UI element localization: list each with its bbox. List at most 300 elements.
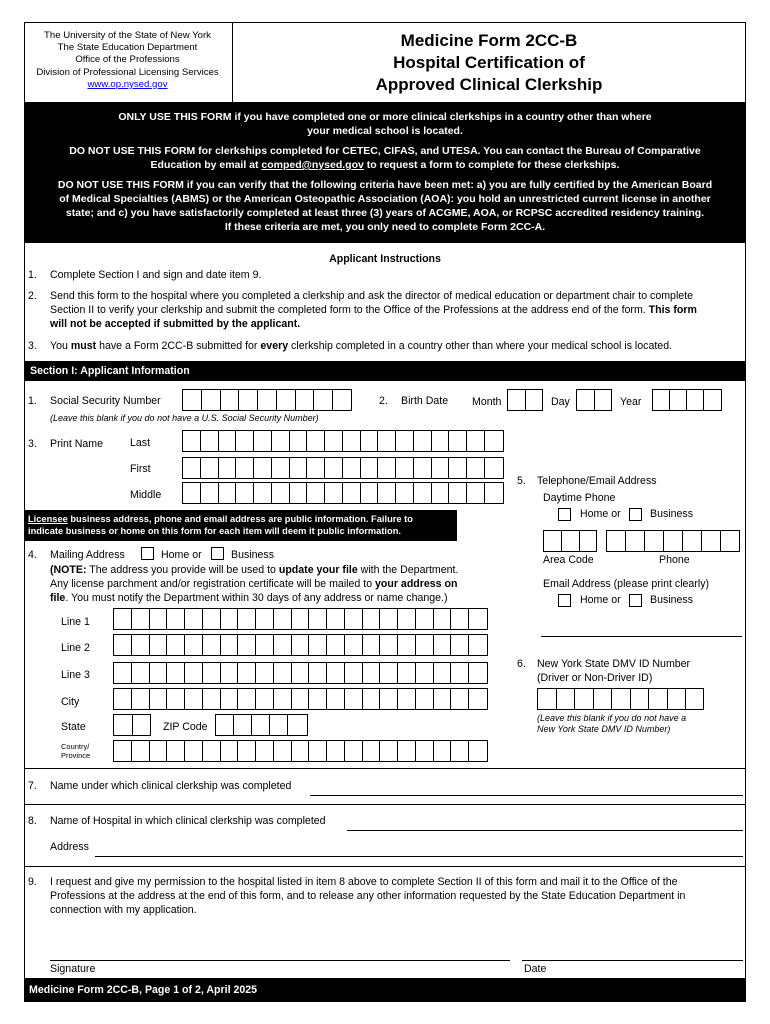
text: business address, phone and email address are public information. Failure to [67,514,413,524]
text: You [50,340,71,352]
last-name-input[interactable] [182,430,504,452]
char-cell [150,609,168,629]
text: must [70,340,97,352]
char-cell [272,431,290,451]
char-cell [414,431,432,451]
usage-banner [24,102,746,243]
signature-input[interactable] [50,960,510,961]
char-cell [327,635,345,655]
char-cell [292,689,310,709]
char-cell [114,635,132,655]
char-cell [219,483,237,503]
state-label: State [61,721,86,733]
text: your address on [375,578,458,590]
char-cell [150,741,168,761]
char-cell [236,483,254,503]
text: Education by email at [150,159,262,171]
char-cell [396,431,414,451]
char-cell [398,741,416,761]
char-cell [236,458,254,478]
char-cell [451,663,469,683]
title-line: Hospital Certification of [393,53,585,72]
text: The address you provide will be used to [86,564,279,576]
address-line2-input[interactable] [113,634,488,656]
text: . You must notify the Department within 30 days of any address or name change.) [65,592,448,604]
char-cell [167,663,185,683]
char-cell [398,689,416,709]
zip-input[interactable] [215,714,308,736]
text: update your file [278,564,358,576]
char-cell [380,663,398,683]
char-cell [451,635,469,655]
text: clerkship completed in a country other than where your medical school is located. [288,340,673,352]
char-cell [432,431,450,451]
first-name-input[interactable] [182,457,504,479]
comped-email-link[interactable]: comped@nysed.gov [261,159,364,171]
char-cell [201,431,219,451]
text: have a Form 2CC-B submitted for [96,340,261,352]
text: Section II to verify your clerkship and submit the completed form to the Office of the Professions at the address end of the form. [50,304,649,316]
char-cell [432,483,450,503]
char-cell [434,741,452,761]
item-number: 3. [28,438,37,450]
org-line: Office of the Professions [75,54,180,66]
char-cell [345,689,363,709]
item-number: 2. [28,290,37,302]
item-number: 3. [28,340,37,352]
char-cell [274,663,292,683]
char-cell [274,689,292,709]
char-cell [414,483,432,503]
text: Province [61,751,91,760]
char-cell [292,663,310,683]
text: New York State DMV ID Number [537,658,691,670]
char-cell [292,609,310,629]
ssn-note: (Leave this blank if you do not have a U.S. Social Security Number) [50,413,319,423]
char-cell [167,741,185,761]
char-cell [398,609,416,629]
char-cell [221,663,239,683]
char-cell [434,609,452,629]
mail-business-checkbox[interactable] [211,547,224,560]
char-cell [380,689,398,709]
birth-date-label: Birth Date [401,395,449,407]
char-cell [219,458,237,478]
char-cell [203,635,221,655]
char-cell [238,609,256,629]
char-cell [238,663,256,683]
char-cell [343,458,361,478]
char-cell [132,741,150,761]
instruction-2 [50,289,697,331]
char-cell [309,689,327,709]
char-cell [290,431,308,451]
clerkship-name-input[interactable] [310,795,743,796]
state-input[interactable] [113,714,151,736]
char-cell [219,431,237,451]
char-cell [132,635,150,655]
char-cell [469,663,487,683]
char-cell [203,741,221,761]
text: every [260,340,289,352]
char-cell [363,609,381,629]
home-or-label: Home or [161,549,202,561]
char-cell [363,741,381,761]
char-cell [363,663,381,683]
date-input[interactable] [522,960,743,961]
char-cell [361,483,379,503]
char-cell [272,458,290,478]
first-name-label: First [130,463,151,475]
print-name-label: Print Name [50,438,103,450]
address-line3-input[interactable] [113,662,488,684]
phone-business-checkbox[interactable] [629,508,642,521]
line1-label: Line 1 [61,616,90,628]
year-label: Year [620,396,642,408]
item-number: 1. [28,395,37,407]
char-cell [183,431,201,451]
char-cell [451,609,469,629]
month-label: Month [472,396,502,408]
char-cell [185,741,203,761]
text: If these criteria are met, you only need to complete Form 2CC-A. [224,221,546,233]
char-cell [221,741,239,761]
text: Send this form to the hospital where you completed a clerkship and ask the director of medical education or department chair to complete [50,290,694,302]
char-cell [256,663,274,683]
char-cell [221,689,239,709]
line3-label: Line 3 [61,669,90,681]
email-home-checkbox[interactable] [558,594,571,607]
char-cell [469,689,487,709]
text: I request and give my permission to the hospital listed in item 8 above to complete Section II of this form and mail it to the Office of the [50,876,678,888]
char-cell [434,663,452,683]
text: This form [648,304,697,316]
char-cell [327,609,345,629]
char-cell [201,483,219,503]
char-cell [292,741,310,761]
char-cell [343,431,361,451]
char-cell [307,483,325,503]
char-cell [398,635,416,655]
org-line: The University of the State of New York [44,30,211,41]
char-cell [132,689,150,709]
char-cell [167,635,185,655]
divider [24,866,746,867]
char-cell [238,741,256,761]
char-cell [183,483,201,503]
char-cell [378,483,396,503]
form-title [232,30,746,96]
char-cell [325,458,343,478]
hospital-name-input[interactable] [347,830,743,831]
instruction-3 [50,339,672,353]
email-business-checkbox[interactable] [629,594,642,607]
email-label: Email Address (please print clearly) [543,578,710,590]
char-cell [290,483,308,503]
char-cell [327,663,345,683]
char-cell [309,609,327,629]
item-number: 7. [28,780,37,792]
item-number: 9. [28,876,37,888]
char-cell [201,458,219,478]
char-cell [361,431,379,451]
char-cell [274,741,292,761]
char-cell [150,689,168,709]
char-cell [309,663,327,683]
public-info-notice [24,510,457,541]
char-cell [416,689,434,709]
q9-text [50,875,685,917]
char-cell [345,609,363,629]
text: with the Department. [357,564,459,576]
char-cell [203,663,221,683]
text: your medical school is located. [307,125,463,137]
item-number: 1. [28,269,37,281]
char-cell [132,609,150,629]
char-cell [378,431,396,451]
char-cell [256,635,274,655]
section1-title: Section I: Applicant Information [24,361,746,381]
country-label [61,742,90,760]
address-line1-input[interactable] [113,608,488,630]
home-or-label: Home or [580,594,621,606]
char-cell [307,458,325,478]
char-cell [396,458,414,478]
char-cell [256,689,274,709]
char-cell [150,663,168,683]
char-cell [290,458,308,478]
char-cell [416,635,434,655]
char-cell [380,635,398,655]
text: connection with my application. [50,904,197,916]
char-cell [380,741,398,761]
char-cell [274,609,292,629]
header-org [25,30,230,91]
char-cell [114,609,132,629]
char-cell [238,635,256,655]
item-number: 5. [517,475,526,487]
phone-label: Phone [659,554,690,566]
char-cell [485,431,503,451]
char-cell [254,458,272,478]
text: will not be accepted if submitted by the applicant. [50,318,301,330]
text: Licensee [28,514,68,524]
page-footer: Medicine Form 2CC-B, Page 1 of 2, April 2025 [24,978,746,1002]
month-input[interactable] [507,389,543,411]
char-cell [325,431,343,451]
char-cell [343,483,361,503]
text: ONLY USE THIS FORM if you have completed one or more clinical clerkships in a country other than where [118,111,652,123]
char-cell [309,635,327,655]
char-cell [185,689,203,709]
char-cell [345,635,363,655]
char-cell [416,663,434,683]
char-cell [114,689,132,709]
char-cell [203,609,221,629]
org-line: The State Education Department [57,42,198,54]
divider [24,804,746,805]
char-cell [185,635,203,655]
char-cell [256,609,274,629]
country-input[interactable] [113,740,488,762]
char-cell [203,689,221,709]
city-label: City [61,696,80,708]
title-line: Approved Clinical Clerkship [375,75,603,94]
char-cell [485,458,503,478]
char-cell [132,663,150,683]
char-cell [325,483,343,503]
instruction-1: Complete Section I and sign and date item 9. [50,269,262,281]
only-use-text [24,110,746,138]
char-cell [256,741,274,761]
char-cell [432,458,450,478]
char-cell [416,609,434,629]
last-name-label: Last [130,437,151,449]
char-cell [327,741,345,761]
phone-input[interactable] [606,530,740,552]
char-cell [167,609,185,629]
char-cell [467,483,485,503]
char-cell [238,689,256,709]
divider [24,768,746,769]
item-number: 4. [28,549,37,561]
hospital-address-input[interactable] [95,856,743,857]
char-cell [467,458,485,478]
text: indicate business or home on this form for each item will deem it public information. [28,526,401,536]
char-cell [272,483,290,503]
daytime-phone-label: Daytime Phone [543,492,616,504]
char-cell [469,635,487,655]
char-cell [183,458,201,478]
text: Any license parchment and/or registration certificate will be mailed to [50,578,376,590]
item-number: 2. [379,395,388,407]
char-cell [361,458,379,478]
text: DO NOT USE THIS FORM for clerkships completed for CETEC, CIFAS, and UTESA. You can contact the Bureau of Comparative [69,145,701,157]
char-cell [185,609,203,629]
text: DO NOT USE THIS FORM if you can verify that the following criteria have been met: a) you are fully certified by the American Board [57,179,713,191]
home-or-label: Home or [580,508,621,520]
char-cell [363,689,381,709]
char-cell [185,663,203,683]
char-cell [451,741,469,761]
char-cell [378,458,396,478]
hospital-address-label: Address [50,841,89,853]
char-cell [396,483,414,503]
text: (Leave this blank if you do not have a [537,713,687,723]
dmv-note [537,713,686,735]
char-cell [327,689,345,709]
char-cell [292,635,310,655]
char-cell [416,741,434,761]
middle-name-input[interactable] [182,482,504,504]
dmv-label [537,657,690,685]
text: state; and c) you have satisfactorily completed at least three (3) years of ACGME, AOA, or RCPSC accredited residency training. [65,207,705,219]
char-cell [167,689,185,709]
char-cell [434,689,452,709]
date-label: Date [524,963,547,975]
char-cell [114,663,132,683]
day-input[interactable] [576,389,612,411]
business-label: Business [650,594,693,606]
char-cell [254,431,272,451]
char-cell [485,483,503,503]
year-input[interactable] [652,389,722,411]
title-line: Medicine Form 2CC-B [400,31,578,50]
text: (NOTE: [50,564,87,576]
char-cell [449,483,467,503]
criteria-text [24,178,746,234]
text: file [50,592,66,604]
ssn-label: Social Security Number [50,395,161,407]
website-link[interactable]: www.op.nysed.gov [87,78,168,90]
char-cell [254,483,272,503]
middle-name-label: Middle [130,489,162,501]
char-cell [274,635,292,655]
char-cell [398,663,416,683]
text: Professions at the address at the end of this form, and to release any other information requested by the State Education Department in [50,890,686,902]
char-cell [114,741,132,761]
char-cell [309,741,327,761]
text: of Medical Specialties (ABMS) or the American Osteopathic Association (AOA): you hold an unrestricted current license in another [59,193,711,205]
text: New York State DMV ID Number) [537,724,671,734]
text: Country/ [61,742,90,751]
char-cell [467,431,485,451]
signature-label: Signature [50,963,96,975]
day-label: Day [551,396,570,408]
char-cell [363,635,381,655]
phone-home-checkbox[interactable] [558,508,571,521]
char-cell [380,609,398,629]
mail-home-checkbox[interactable] [141,547,154,560]
email-input[interactable] [541,636,742,637]
char-cell [345,663,363,683]
char-cell [307,431,325,451]
business-label: Business [231,549,274,561]
char-cell [449,458,467,478]
dmv-id-input[interactable] [537,688,704,710]
dont-use-text [24,144,746,172]
instructions-title: Applicant Instructions [329,253,441,265]
char-cell [449,431,467,451]
text: to request a form to complete for these clerkships. [363,159,620,171]
char-cell [221,609,239,629]
text: (Driver or Non-Driver ID) [537,672,653,684]
ssn-input[interactable] [182,389,352,411]
char-cell [150,635,168,655]
char-cell [414,458,432,478]
line2-label: Line 2 [61,642,90,654]
item-number: 6. [517,658,526,670]
mailing-address-label: Mailing Address [50,549,125,561]
area-code-input[interactable] [543,530,597,552]
char-cell [469,741,487,761]
area-code-label: Area Code [543,554,594,566]
q8-label: Name of Hospital in which clinical clerkship was completed [50,815,326,827]
item-number: 8. [28,815,37,827]
q7-label: Name under which clinical clerkship was completed [50,780,292,792]
char-cell [451,689,469,709]
telephone-email-label: Telephone/Email Address [537,475,657,487]
char-cell [236,431,254,451]
char-cell [469,609,487,629]
city-input[interactable] [113,688,488,710]
business-label: Business [650,508,693,520]
zip-label: ZIP Code [163,721,208,733]
char-cell [434,635,452,655]
char-cell [345,741,363,761]
address-note [50,563,458,605]
char-cell [221,635,239,655]
